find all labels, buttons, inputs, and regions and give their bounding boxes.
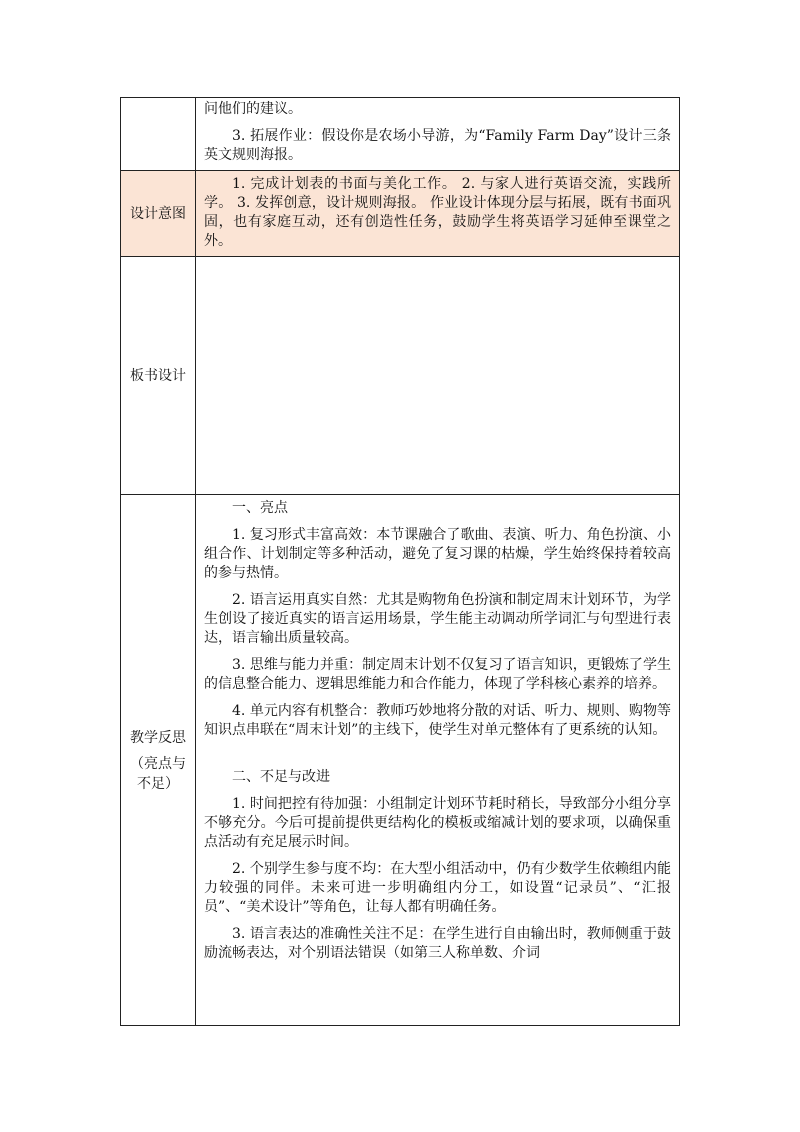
table-row-board-design (121, 257, 679, 495)
row-label (121, 495, 196, 1026)
section-heading: 一、亮点 (232, 500, 288, 516)
paragraph: 2. 个别学生参与度不均：在大型小组活动中，仍有少数学生依赖组内能力较强的同伴。未来可进一步明确组内分工，如设置“记录员”、“汇报员”、“美术设计”等角色，让每人都有明确任务。 (204, 861, 671, 915)
row-label-line: （亮点与不足） (130, 755, 186, 792)
row-label-line: 教学反思 (130, 729, 186, 746)
paragraph: 3. 拓展作业：假设你是农场小导游，为“Family Farm Day”设计三条英文规则海报。 (204, 128, 671, 163)
paragraph: 4. 单元内容有机整合：教师巧妙地将分散的对话、听力、规则、购物等知识点串联在“周末计划”的主线下，使学生对单元整体有了更系统的认知。 (204, 703, 671, 738)
paragraph: 3. 语言表达的准确性关注不足：在学生进行自由输出时，教师侧重于鼓励流畅表达，对个别语法错误（如第三人称单数、介词 (204, 926, 671, 961)
paragraph: 1. 复习形式丰富高效：本节课融合了歌曲、表演、听力、角色扮演、小组合作、计划制定等多种活动，避免了复习课的枯燥，学生始终保持着较高的参与热情。 (204, 527, 671, 581)
paragraph: 1. 完成计划表的书面与美化工作。 2. 与家人进行英语交流，实践所学。 3. 发挥创意，设计规则海报。 作业设计体现分层与拓展，既有书面巩固，也有家庭互动，还有创造性任务，鼓励学生将英语学习延伸至课堂之外。 (204, 176, 671, 249)
lesson-plan-table (120, 97, 680, 1026)
table-row-design-intent (121, 171, 679, 257)
row-content-empty (196, 257, 679, 494)
row-label-empty (121, 98, 196, 170)
table-row-homework (121, 98, 679, 171)
row-label: 设计意图 (121, 171, 196, 256)
paragraph: 问他们的建议。 (204, 101, 302, 117)
row-content (196, 171, 679, 256)
row-label: 板书设计 (121, 257, 196, 494)
row-content (196, 495, 679, 1026)
table-row-reflection (121, 495, 679, 1026)
paragraph: 1. 时间把控有待加强：小组制定计划环节耗时稍长，导致部分小组分享不够充分。今后可提前提供更结构化的模板或缩减计划的要求项，以确保重点活动有充足展示时间。 (204, 796, 671, 850)
section-heading: 二、不足与改进 (232, 769, 330, 785)
paragraph: 3. 思维与能力并重：制定周末计划不仅复习了语言知识，更锻炼了学生的信息整合能力、逻辑思维能力和合作能力，体现了学科核心素养的培养。 (204, 657, 671, 692)
paragraph: 2. 语言运用真实自然：尤其是购物角色扮演和制定周末计划环节，为学生创设了接近真实的语言运用场景，学生能主动调动所学词汇与句型进行表达，语言输出质量较高。 (204, 592, 671, 646)
row-content (196, 98, 679, 170)
